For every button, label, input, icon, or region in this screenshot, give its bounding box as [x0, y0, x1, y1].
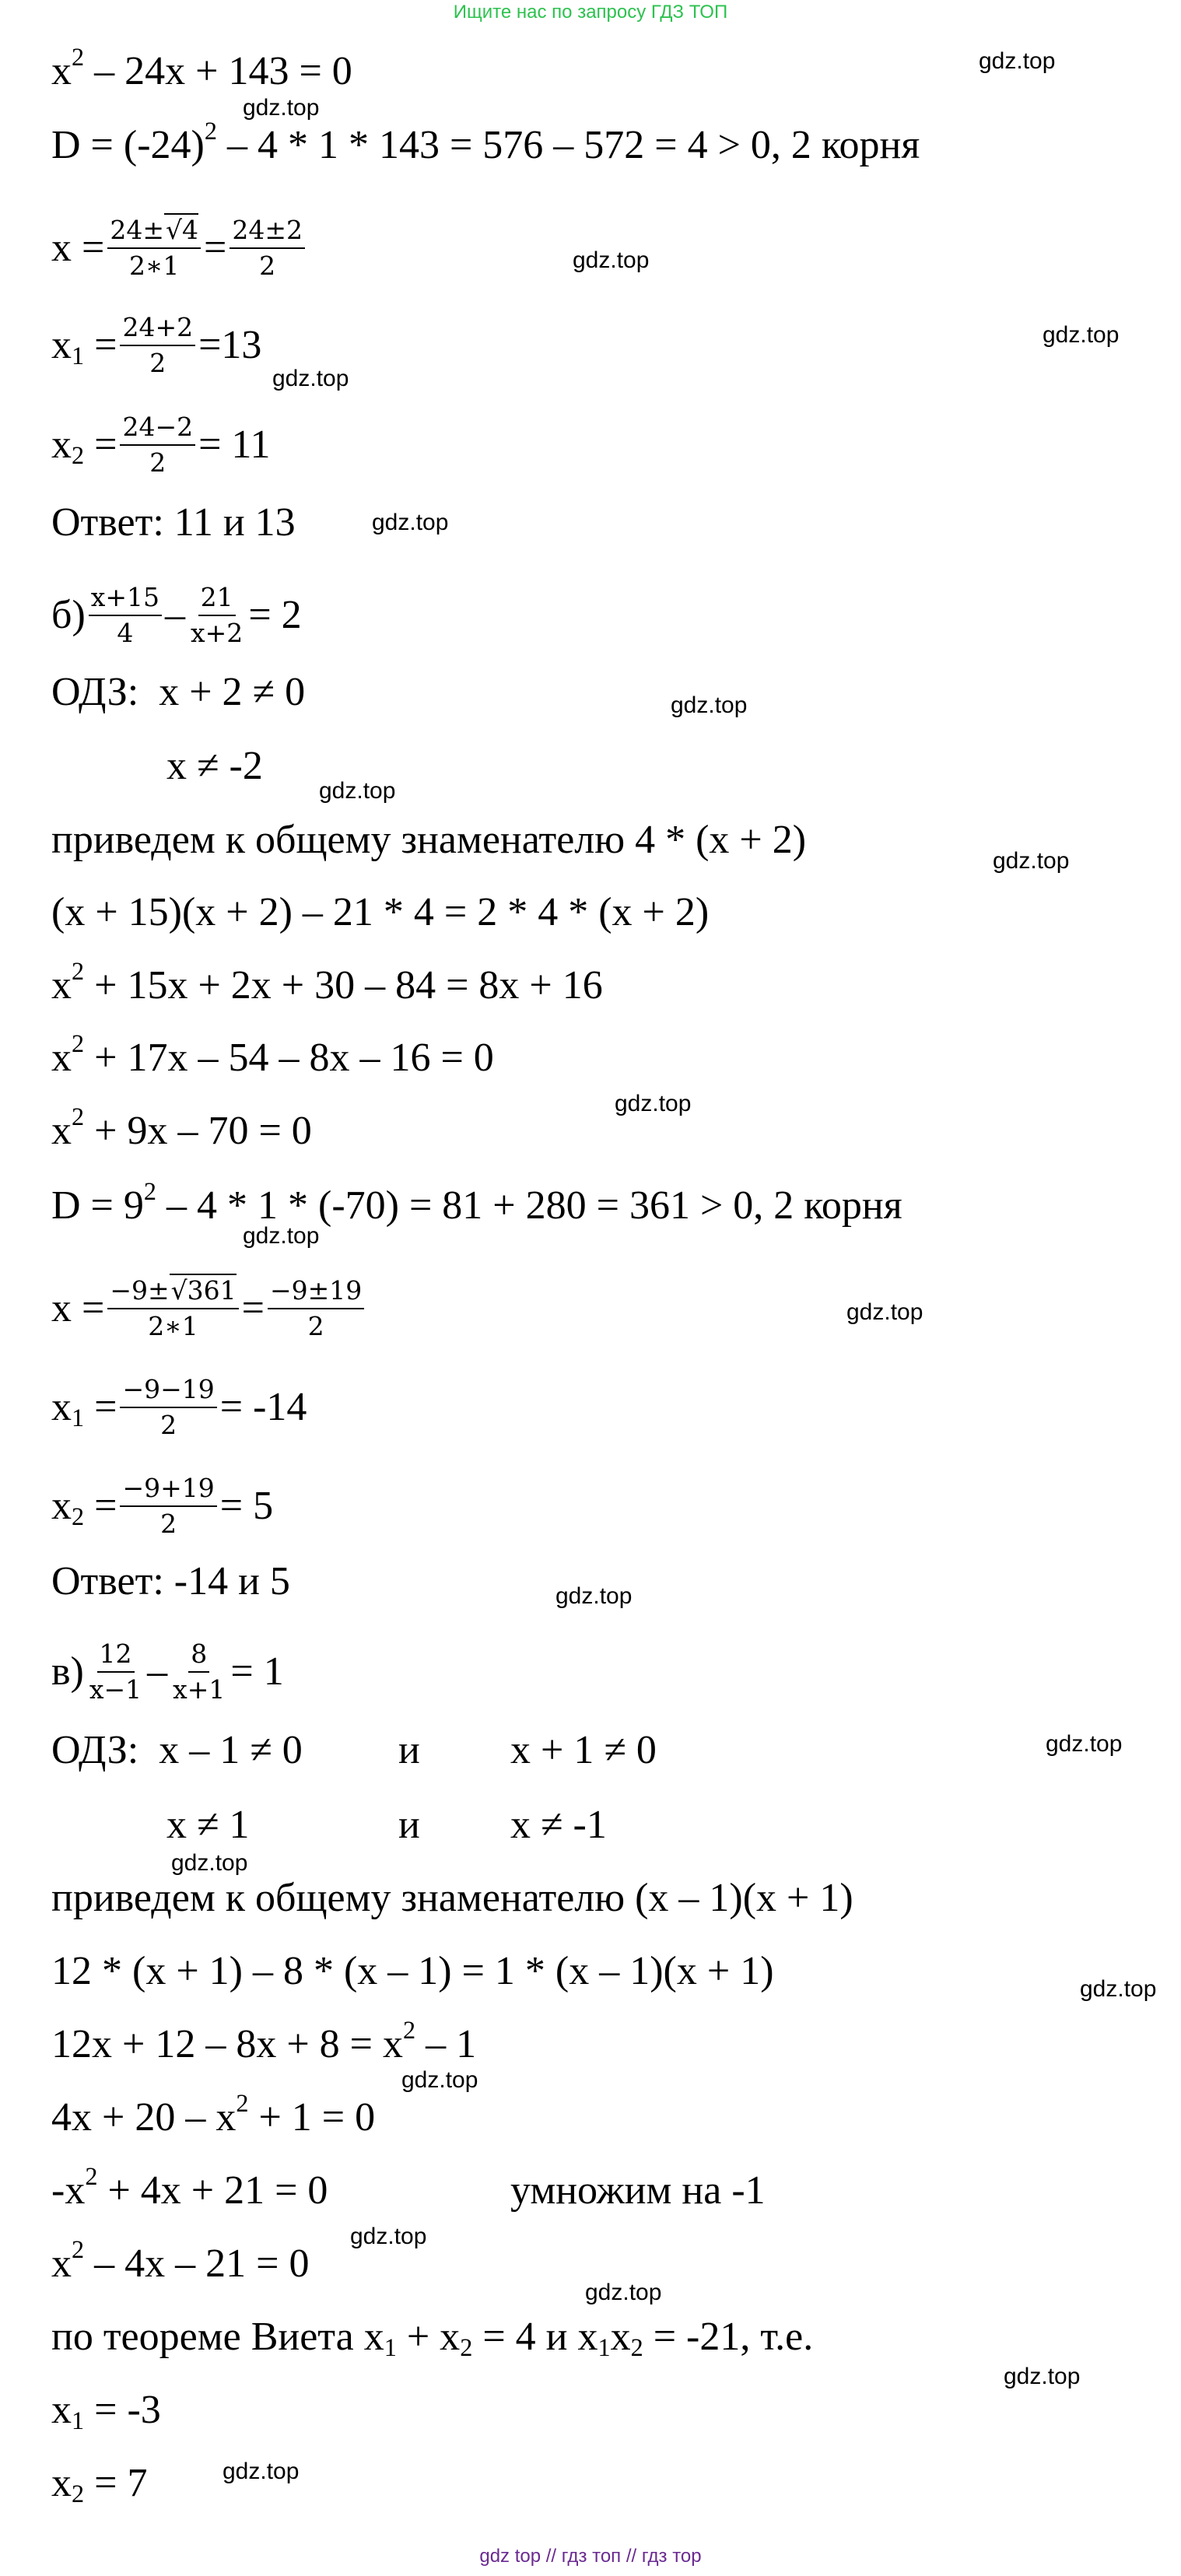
odz-c-result1: x ≠ 1 [166, 1803, 250, 1847]
watermark: gdz.top [1043, 322, 1120, 348]
watermark: gdz.top [993, 848, 1070, 874]
root-x2-b: $x_2$ = $\frac{-9+19}{2}$ = 5 [51, 1473, 274, 1539]
answer-a: Ответ: 11 и 13 [51, 500, 296, 545]
fraction: $\frac{x+15}{4}$ [89, 582, 162, 649]
root-x2-a: $x_2$ = $\frac{24-2}{2}$ = 11 [51, 412, 271, 478]
watermark: gdz.top [573, 247, 650, 273]
vieta-c: по теореме Виета $x_1 + x_2 = 4$ и $x_1x_2 = -21$, т.е. [51, 2315, 814, 2362]
fraction: $\frac{8}{x+1}$ [173, 1638, 226, 1705]
step2-c: $12x + 12 - 8x + 8 = x^2 - 1$ [51, 2015, 477, 2066]
equation-b: б) $\frac{x+15}{4}$ – $\frac{21}{x+2}$ = 2 [51, 582, 302, 648]
fraction: $\frac{-9\pm√361}{2∗1}$ [107, 1275, 238, 1342]
fraction: $\frac{24-2}{2}$ [120, 412, 195, 478]
common-denominator-b: приведем к общему знаменателю 4 * (x + 2) [51, 818, 807, 862]
watermark: gdz.top [979, 48, 1056, 74]
discriminant-b: $D = 9^2 - 4 * 1 * (-70) = 81 + 280 = 361 > 0$, 2 корня [51, 1176, 902, 1228]
odz-c-and: и [398, 1728, 420, 1772]
watermark: gdz.top [350, 2224, 427, 2249]
step3-b: $x^2 + 17x - 54 - 8x - 16 = 0$ [51, 1029, 494, 1080]
odz-b: ОДЗ: x + 2 ≠ 0 [51, 670, 306, 714]
equation-c: в) $\frac{12}{x-1}$ – $\frac{8}{x+1}$ = 1 [51, 1638, 284, 1705]
watermark: gdz.top [243, 1223, 320, 1249]
watermark: gdz.top [243, 95, 320, 121]
fraction: $\frac{21}{x+2}$ [191, 582, 244, 648]
top-banner[interactable]: Ищите нас по запросу ГДЗ ТОП [453, 2, 728, 23]
root-x2-c: $x_2 = 7$ [51, 2461, 148, 2508]
step1-c: 12 * (x + 1) – 8 * (x – 1) = 1 * (x – 1)(x + 1) [51, 1949, 774, 1993]
watermark: gdz.top [1046, 1731, 1123, 1757]
answer-b: Ответ: -14 и 5 [51, 1559, 290, 1603]
odz-c-label: ОДЗ: x – 1 ≠ 0 [51, 1728, 303, 1772]
footer-links[interactable]: gdz top // гдз топ // гдз тор [479, 2546, 702, 2567]
watermark: gdz.top [372, 510, 449, 535]
watermark: gdz.top [555, 1583, 633, 1609]
watermark: gdz.top [846, 1299, 923, 1325]
watermark: gdz.top [615, 1091, 692, 1116]
watermark: gdz.top [1004, 2364, 1081, 2389]
step2-b: $x^2 + 15x + 2x + 30 - 84 = 8x + 16$ [51, 956, 603, 1008]
roots-formula-a: x = $\frac{24\pm√4}{2∗1}$ = $\frac{24\pm 2}{2}$ [51, 218, 308, 285]
odz-c-second: x + 1 ≠ 0 [510, 1728, 657, 1772]
fraction: $\frac{-9+19}{2}$ [120, 1473, 216, 1540]
step4-b: $x^2 + 9x - 70 = 0$ [51, 1102, 312, 1153]
watermark: gdz.top [319, 778, 396, 804]
common-denominator-c: приведем к общему знаменателю (x – 1)(x + 1) [51, 1876, 853, 1920]
fraction: $\frac{-9\pm 19}{2}$ [268, 1275, 364, 1342]
watermark: gdz.top [585, 2280, 662, 2305]
watermark: gdz.top [171, 1850, 248, 1876]
fraction: $\frac{24\pm 2}{2}$ [230, 215, 305, 282]
fraction: $\frac{24\pm√4}{2∗1}$ [107, 215, 201, 282]
step3-c: $4x + 20 - x^2 + 1 = 0$ [51, 2088, 376, 2140]
watermark: gdz.top [272, 366, 349, 391]
root-x1-b: $x_1$ = $\frac{-9-19}{2}$ = -14 [51, 1374, 307, 1440]
odz-b-result: x ≠ -2 [166, 744, 263, 788]
odz-c-and2: и [398, 1803, 420, 1847]
step4-c: $-x^2 + 4x + 21 = 0$ [51, 2161, 328, 2213]
roots-formula-b: x = $\frac{-9\pm√361}{2∗1}$ = $\frac{-9\pm 19}{2}$ [51, 1278, 367, 1345]
watermark: gdz.top [223, 2459, 300, 2484]
multiply-note: умножим на -1 [510, 2168, 766, 2213]
step5-c: $x^2 - 4x - 21 = 0$ [51, 2234, 310, 2286]
odz-c-result2: x ≠ -1 [510, 1803, 607, 1847]
discriminant-a: $D = (-24)^2 - 4 * 1 * 143 = 576 - 572 = 4 > 0$, 2 корня [51, 116, 920, 167]
equation-a: $x^2 - 24x + 143 = 0$ [51, 42, 352, 93]
watermark: gdz.top [401, 2067, 478, 2093]
fraction: $\frac{12}{x-1}$ [89, 1638, 142, 1705]
root-x1-c: $x_1 = -3$ [51, 2388, 161, 2435]
fraction: $\frac{-9-19}{2}$ [120, 1374, 216, 1441]
watermark: gdz.top [671, 692, 748, 718]
watermark: gdz.top [1080, 1976, 1157, 2002]
step1-b: (x + 15)(x + 2) – 21 * 4 = 2 * 4 * (x + 2) [51, 890, 710, 934]
fraction: $\frac{24+2}{2}$ [120, 312, 195, 379]
root-x1-a: $x_1$ = $\frac{24+2}{2}$ =13 [51, 312, 262, 378]
